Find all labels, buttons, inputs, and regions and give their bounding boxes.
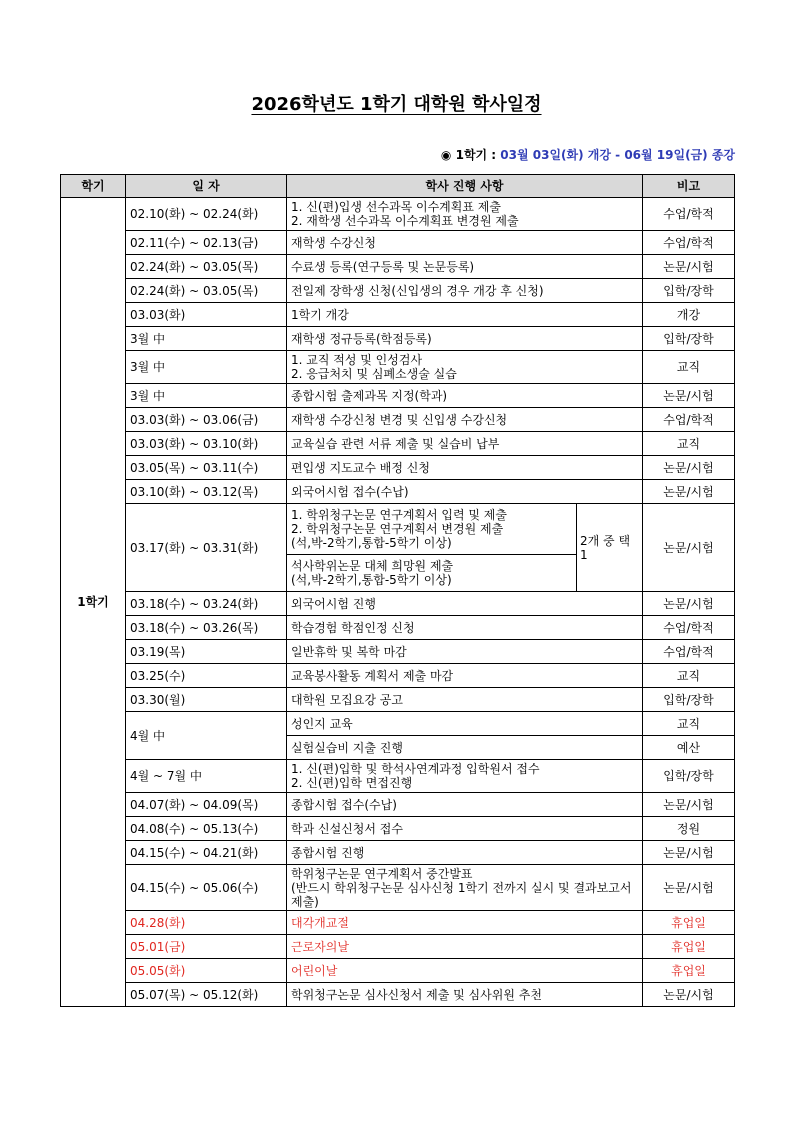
table-row xyxy=(61,760,735,793)
content-cell: 교육실습 관련 서류 제출 및 실습비 납부 xyxy=(287,432,643,456)
content-cell: 편입생 지도교수 배정 신청 xyxy=(287,456,643,480)
date-cell: 03.03(화) ~ 03.06(금) xyxy=(126,408,287,432)
content-cell: 교육봉사활동 계획서 제출 마감 xyxy=(287,664,643,688)
date-cell: 03.19(목) xyxy=(126,640,287,664)
content-line: 2. 학위청구논문 연구계획서 변경원 제출 xyxy=(291,522,504,536)
content-cell xyxy=(287,198,643,231)
date-cell: 4월 ~ 7월 中 xyxy=(126,760,287,793)
note-cell: 휴업일 xyxy=(643,935,735,959)
note-cell: 입학/장학 xyxy=(643,688,735,712)
table-row xyxy=(61,640,735,664)
content-cell xyxy=(287,555,577,592)
table-row xyxy=(61,456,735,480)
date-cell: 03.05(목) ~ 03.11(수) xyxy=(126,456,287,480)
date-cell: 03.17(화) ~ 03.31(화) xyxy=(126,504,287,592)
note-cell: 입학/장학 xyxy=(643,327,735,351)
content-cell: 외국어시험 접수(수납) xyxy=(287,480,643,504)
header-semester: 학기 xyxy=(61,175,126,198)
content-line: 1. 학위청구논문 연구계획서 입력 및 제출 xyxy=(291,508,507,522)
content-line: 1. 신(편)입학 및 학석사연계과정 입학원서 접수 xyxy=(291,762,540,776)
date-cell: 03.03(화) xyxy=(126,303,287,327)
table-row xyxy=(61,793,735,817)
note-cell: 논문/시험 xyxy=(643,865,735,911)
date-cell: 05.05(화) xyxy=(126,959,287,983)
content-line: 1. 교직 적성 및 인성검사 xyxy=(291,353,423,367)
table-row xyxy=(61,841,735,865)
table-row xyxy=(61,231,735,255)
note-cell: 수업/학적 xyxy=(643,231,735,255)
note-cell: 논문/시험 xyxy=(643,384,735,408)
date-cell: 3월 中 xyxy=(126,327,287,351)
table-row xyxy=(61,255,735,279)
semester-period xyxy=(441,146,735,163)
note-cell: 논문/시험 xyxy=(643,841,735,865)
content-cell: 실험실습비 지출 진행 xyxy=(287,736,643,760)
table-row xyxy=(61,432,735,456)
note-cell: 수업/학적 xyxy=(643,616,735,640)
content-cell: 외국어시험 진행 xyxy=(287,592,643,616)
content-line: 1. 신(편)입생 선수과목 이수계획표 제출 xyxy=(291,200,501,214)
note-cell: 교직 xyxy=(643,351,735,384)
date-cell: 02.10(화) ~ 02.24(화) xyxy=(126,198,287,231)
date-cell: 05.01(금) xyxy=(126,935,287,959)
content-line: (반드시 학위청구논문 심사신청 1학기 전까지 실시 및 결과보고서 xyxy=(291,880,632,895)
date-cell: 04.07(화) ~ 04.09(목) xyxy=(126,793,287,817)
note-cell: 논문/시험 xyxy=(643,255,735,279)
note-cell: 수업/학적 xyxy=(643,198,735,231)
content-cell: 근로자의날 xyxy=(287,935,643,959)
note-cell: 휴업일 xyxy=(643,911,735,935)
table-row xyxy=(61,351,735,384)
table-row xyxy=(61,959,735,983)
semester-cell: 1학기 xyxy=(61,198,126,1007)
content-cell xyxy=(287,760,643,793)
note-cell: 논문/시험 xyxy=(643,983,735,1007)
header-date: 일 자 xyxy=(126,175,287,198)
note-cell: 입학/장학 xyxy=(643,279,735,303)
content-cell: 어린이날 xyxy=(287,959,643,983)
note-cell: 입학/장학 xyxy=(643,760,735,793)
content-cell: 일반휴학 및 복학 마감 xyxy=(287,640,643,664)
content-line: (석,박-2학기,통합-5학기 이상) xyxy=(291,573,452,587)
table-row xyxy=(61,817,735,841)
content-line: 학위청구논문 연구계획서 중간발표 xyxy=(291,866,473,881)
date-cell: 04.28(화) xyxy=(126,911,287,935)
date-cell: 3월 中 xyxy=(126,384,287,408)
date-cell: 4월 中 xyxy=(126,712,287,760)
table-row xyxy=(61,279,735,303)
date-cell: 03.03(화) ~ 03.10(화) xyxy=(126,432,287,456)
table-row xyxy=(61,688,735,712)
content-line: 석사학위논문 대체 희망원 제출 xyxy=(291,559,454,573)
content-cell: 종합시험 출제과목 지정(학과) xyxy=(287,384,643,408)
content-line: 2. 신(편)입학 면접진행 xyxy=(291,776,413,790)
note-cell: 정원 xyxy=(643,817,735,841)
table-row xyxy=(61,384,735,408)
content-cell: 재학생 수강신청 변경 및 신입생 수강신청 xyxy=(287,408,643,432)
content-cell: 대각개교절 xyxy=(287,911,643,935)
date-cell: 02.11(수) ~ 02.13(금) xyxy=(126,231,287,255)
table-row xyxy=(61,198,735,231)
date-cell: 3월 中 xyxy=(126,351,287,384)
date-cell: 02.24(화) ~ 03.05(목) xyxy=(126,255,287,279)
note-cell: 휴업일 xyxy=(643,959,735,983)
date-cell: 02.24(화) ~ 03.05(목) xyxy=(126,279,287,303)
table-row xyxy=(61,592,735,616)
period-dates: 03월 03일(화) 개강 - 06월 19일(금) 종강 xyxy=(500,148,735,162)
content-line: (석,박-2학기,통합-5학기 이상) xyxy=(291,536,452,550)
content-cell xyxy=(287,351,643,384)
period-label: 1학기 : xyxy=(455,148,497,162)
table-row xyxy=(61,408,735,432)
table-row xyxy=(61,865,735,911)
schedule-table xyxy=(60,174,735,1007)
note-cell: 논문/시험 xyxy=(643,456,735,480)
table-row xyxy=(61,664,735,688)
content-cell xyxy=(287,865,643,911)
date-cell: 03.18(수) ~ 03.24(화) xyxy=(126,592,287,616)
content-cell: 학위청구논문 심사신청서 제출 및 심사위원 추천 xyxy=(287,983,643,1007)
note-cell: 논문/시험 xyxy=(643,504,735,592)
header-note: 비고 xyxy=(643,175,735,198)
note-cell: 수업/학적 xyxy=(643,640,735,664)
content-cell xyxy=(287,504,577,555)
note-cell: 교직 xyxy=(643,664,735,688)
note-cell: 개강 xyxy=(643,303,735,327)
date-cell: 04.15(수) ~ 04.21(화) xyxy=(126,841,287,865)
content-cell: 재학생 정규등록(학점등록) xyxy=(287,327,643,351)
date-cell: 03.30(월) xyxy=(126,688,287,712)
content-cell: 종합시험 접수(수납) xyxy=(287,793,643,817)
note-cell: 수업/학적 xyxy=(643,408,735,432)
content-cell: 학습경험 학점인정 신청 xyxy=(287,616,643,640)
table-row xyxy=(61,983,735,1007)
content-line: 제출) xyxy=(291,894,319,909)
table-row xyxy=(61,327,735,351)
page-title: 2026학년도 1학기 대학원 학사일정 xyxy=(251,94,542,115)
table-row xyxy=(61,712,735,736)
content-cell: 학과 신설신청서 접수 xyxy=(287,817,643,841)
date-cell: 03.10(화) ~ 03.12(목) xyxy=(126,480,287,504)
header-row xyxy=(61,175,735,198)
content-cell: 성인지 교육 xyxy=(287,712,643,736)
table-row xyxy=(61,911,735,935)
bullet-icon: ◉ xyxy=(440,148,452,162)
table-row xyxy=(61,504,735,555)
date-cell: 05.07(목) ~ 05.12(화) xyxy=(126,983,287,1007)
content-cell: 수료생 등록(연구등록 및 논문등록) xyxy=(287,255,643,279)
table-row xyxy=(61,480,735,504)
choice-cell: 2개 중 택 1 xyxy=(577,504,643,592)
table-row xyxy=(61,935,735,959)
content-cell: 1학기 개강 xyxy=(287,303,643,327)
content-cell: 대학원 모집요강 공고 xyxy=(287,688,643,712)
header-content: 학사 진행 사항 xyxy=(287,175,643,198)
note-cell: 교직 xyxy=(643,712,735,736)
date-cell: 04.08(수) ~ 05.13(수) xyxy=(126,817,287,841)
note-cell: 논문/시험 xyxy=(643,793,735,817)
table-row xyxy=(61,616,735,640)
content-cell: 종합시험 진행 xyxy=(287,841,643,865)
date-cell: 03.18(수) ~ 03.26(목) xyxy=(126,616,287,640)
note-cell: 논문/시험 xyxy=(643,592,735,616)
note-cell: 논문/시험 xyxy=(643,480,735,504)
content-cell: 전일제 장학생 신청(신입생의 경우 개강 후 신청) xyxy=(287,279,643,303)
note-cell: 예산 xyxy=(643,736,735,760)
date-cell: 04.15(수) ~ 05.06(수) xyxy=(126,865,287,911)
note-cell: 교직 xyxy=(643,432,735,456)
table-row xyxy=(61,303,735,327)
date-cell: 03.25(수) xyxy=(126,664,287,688)
content-line: 2. 응급처치 및 심폐소생술 실습 xyxy=(291,367,457,381)
content-line: 2. 재학생 선수과목 이수계획표 변경원 제출 xyxy=(291,214,519,228)
content-cell: 재학생 수강신청 xyxy=(287,231,643,255)
